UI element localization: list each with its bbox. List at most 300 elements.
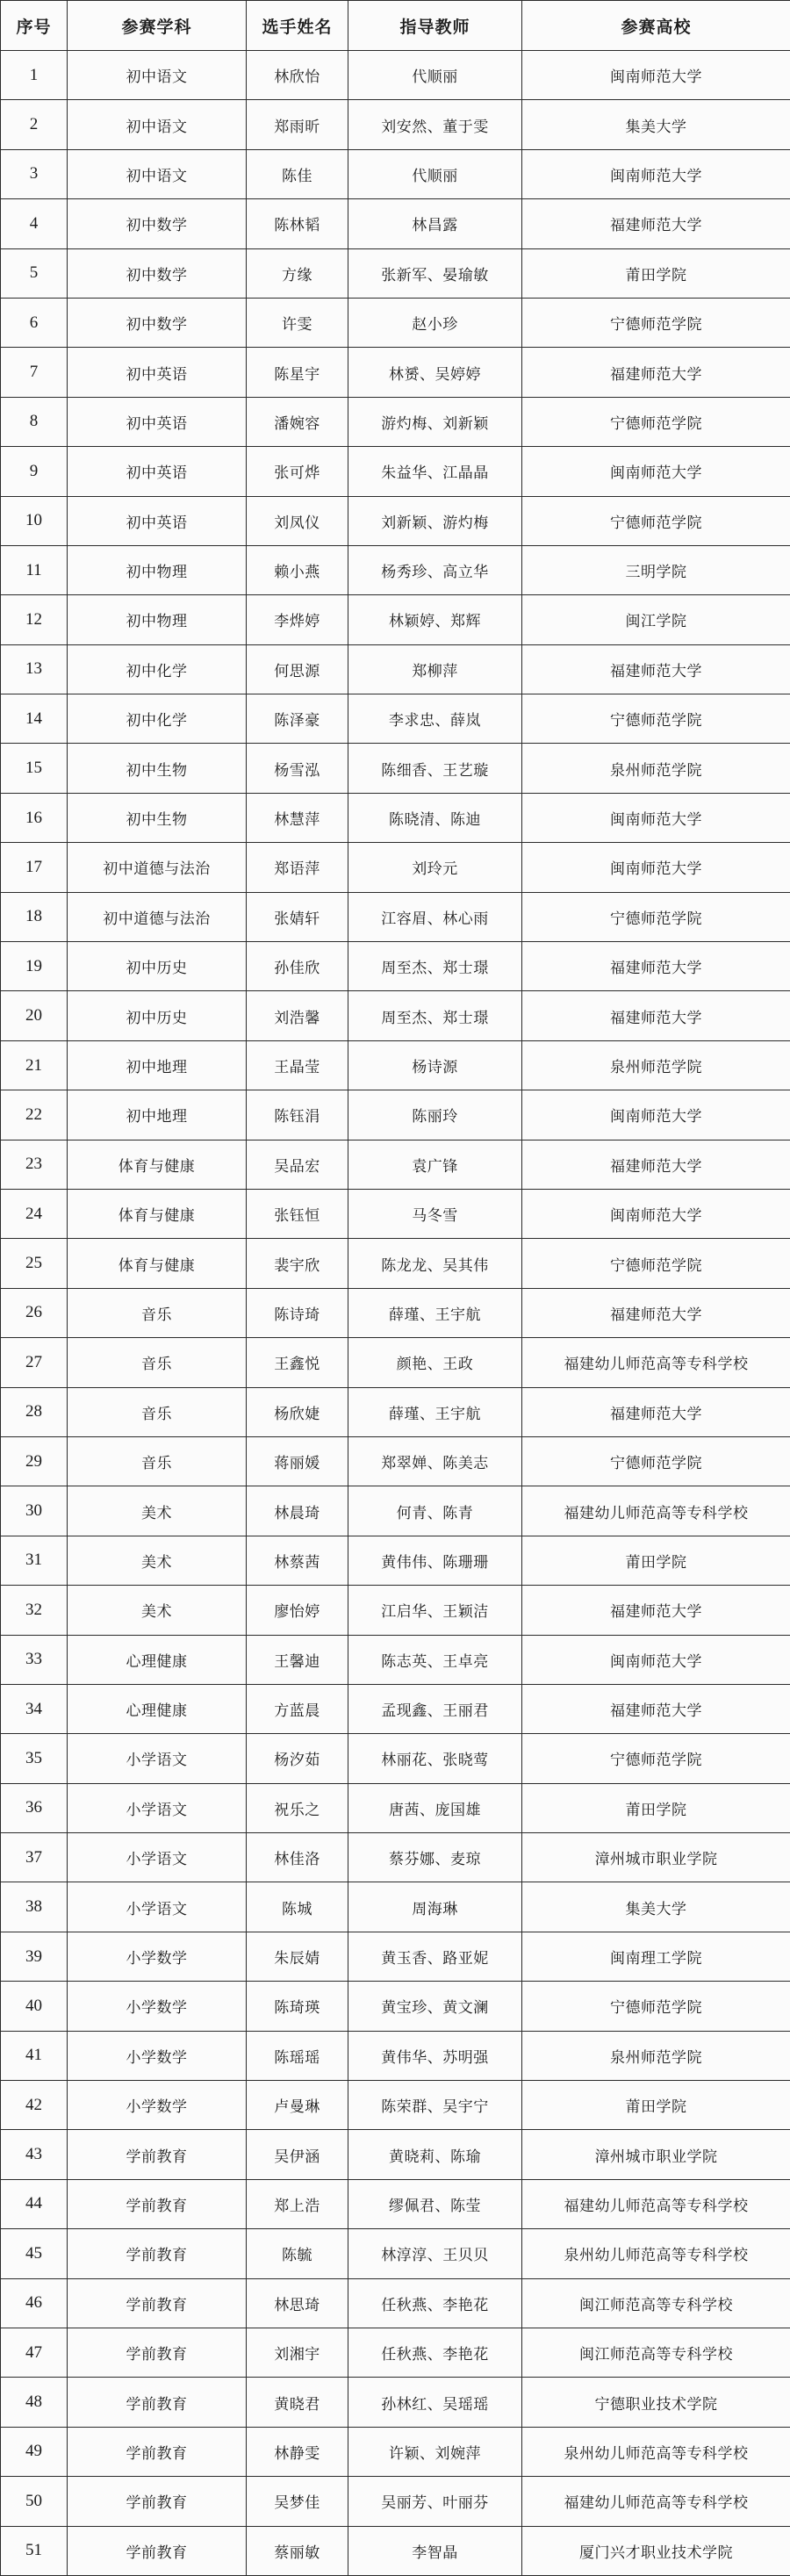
cell-subject: 音乐 xyxy=(68,1436,247,1486)
cell-name: 方缘 xyxy=(247,248,348,298)
cell-subject: 心理健康 xyxy=(68,1684,247,1733)
cell-subject: 学前教育 xyxy=(68,2278,247,2328)
cell-teachers: 郑翠婵、陈美志 xyxy=(348,1436,522,1486)
cell-name: 赖小燕 xyxy=(247,545,348,594)
cell-teachers: 陈丽玲 xyxy=(348,1090,522,1140)
cell-name: 陈诗琦 xyxy=(247,1288,348,1337)
cell-teachers: 周至杰、郑士璟 xyxy=(348,991,522,1040)
cell-name: 刘浩馨 xyxy=(247,991,348,1040)
cell-school: 宁德师范学院 xyxy=(522,694,790,744)
cell-name: 吴梦佳 xyxy=(247,2477,348,2526)
cell-index: 37 xyxy=(1,1833,68,1882)
table-row xyxy=(1,447,790,496)
table-row xyxy=(1,348,790,397)
cell-name: 陈林韬 xyxy=(247,199,348,248)
cell-teachers: 朱益华、江晶晶 xyxy=(348,447,522,496)
cell-index: 20 xyxy=(1,991,68,1040)
cell-index: 19 xyxy=(1,942,68,991)
cell-index: 23 xyxy=(1,1140,68,1189)
cell-name: 王鑫悦 xyxy=(247,1338,348,1387)
cell-teachers: 赵小珍 xyxy=(348,298,522,347)
cell-school: 闽南师范大学 xyxy=(522,843,790,892)
cell-index: 22 xyxy=(1,1090,68,1140)
cell-subject: 体育与健康 xyxy=(68,1239,247,1288)
cell-index: 33 xyxy=(1,1635,68,1684)
table-row xyxy=(1,1536,790,1585)
cell-teachers: 周至杰、郑士璟 xyxy=(348,942,522,991)
cell-subject: 初中化学 xyxy=(68,644,247,694)
cell-school: 福建幼儿师范高等专科学校 xyxy=(522,1338,790,1387)
table-row xyxy=(1,2328,790,2377)
cell-index: 34 xyxy=(1,1684,68,1733)
cell-school: 闽南师范大学 xyxy=(522,793,790,842)
cell-school: 闽南理工学院 xyxy=(522,1932,790,1981)
cell-teachers: 江容眉、林心雨 xyxy=(348,892,522,941)
cell-teachers: 蔡芬娜、麦琼 xyxy=(348,1833,522,1882)
cell-teachers: 陈晓清、陈迪 xyxy=(348,793,522,842)
cell-name: 蔡丽敏 xyxy=(247,2526,348,2575)
cell-subject: 初中英语 xyxy=(68,496,247,545)
cell-subject: 初中道德与法治 xyxy=(68,892,247,941)
column-header-subject: 参赛学科 xyxy=(68,1,247,51)
table-row xyxy=(1,2427,790,2476)
cell-teachers: 林颖婷、郑辉 xyxy=(348,595,522,644)
cell-school: 福建师范大学 xyxy=(522,1387,790,1436)
cell-name: 何思源 xyxy=(247,644,348,694)
cell-index: 35 xyxy=(1,1734,68,1783)
cell-teachers: 马冬雪 xyxy=(348,1189,522,1238)
cell-name: 朱辰婧 xyxy=(247,1932,348,1981)
cell-subject: 初中语文 xyxy=(68,100,247,149)
cell-teachers: 黄伟华、苏明强 xyxy=(348,2031,522,2080)
cell-school: 福建师范大学 xyxy=(522,1140,790,1189)
cell-teachers: 杨诗源 xyxy=(348,1040,522,1090)
cell-school: 宁德师范学院 xyxy=(522,1239,790,1288)
cell-teachers: 吴丽芳、叶丽芬 xyxy=(348,2477,522,2526)
table-row xyxy=(1,2031,790,2080)
cell-teachers: 刘安然、董于雯 xyxy=(348,100,522,149)
cell-index: 38 xyxy=(1,1882,68,1932)
cell-index: 14 xyxy=(1,694,68,744)
cell-index: 13 xyxy=(1,644,68,694)
cell-subject: 学前教育 xyxy=(68,2477,247,2526)
cell-school: 泉州师范学院 xyxy=(522,2031,790,2080)
cell-subject: 心理健康 xyxy=(68,1635,247,1684)
cell-name: 郑雨昕 xyxy=(247,100,348,149)
cell-index: 8 xyxy=(1,397,68,446)
cell-school: 漳州城市职业学院 xyxy=(522,2130,790,2179)
table-row xyxy=(1,2081,790,2130)
cell-subject: 初中英语 xyxy=(68,447,247,496)
column-header-school: 参赛高校 xyxy=(522,1,790,51)
cell-name: 林欣怡 xyxy=(247,51,348,100)
cell-name: 杨汐茹 xyxy=(247,1734,348,1783)
cell-name: 裴宇欣 xyxy=(247,1239,348,1288)
cell-index: 44 xyxy=(1,2179,68,2228)
cell-name: 林佳洛 xyxy=(247,1833,348,1882)
cell-name: 吴品宏 xyxy=(247,1140,348,1189)
cell-subject: 美术 xyxy=(68,1536,247,1585)
cell-subject: 初中历史 xyxy=(68,991,247,1040)
cell-subject: 初中历史 xyxy=(68,942,247,991)
cell-name: 陈城 xyxy=(247,1882,348,1932)
cell-subject: 初中英语 xyxy=(68,397,247,446)
cell-subject: 初中数学 xyxy=(68,199,247,248)
cell-subject: 初中地理 xyxy=(68,1040,247,1090)
cell-teachers: 林昌露 xyxy=(348,199,522,248)
cell-subject: 小学语文 xyxy=(68,1783,247,1832)
cell-teachers: 袁广锋 xyxy=(348,1140,522,1189)
cell-school: 福建幼儿师范高等专科学校 xyxy=(522,2477,790,2526)
cell-school: 宁德职业技术学院 xyxy=(522,2378,790,2427)
cell-school: 闽南师范大学 xyxy=(522,149,790,198)
cell-name: 许雯 xyxy=(247,298,348,347)
table-row xyxy=(1,248,790,298)
cell-index: 26 xyxy=(1,1288,68,1337)
cell-subject: 学前教育 xyxy=(68,2526,247,2575)
cell-school: 集美大学 xyxy=(522,100,790,149)
cell-name: 陈琦瑛 xyxy=(247,1982,348,2031)
cell-school: 三明学院 xyxy=(522,545,790,594)
cell-index: 43 xyxy=(1,2130,68,2179)
cell-index: 45 xyxy=(1,2229,68,2278)
cell-teachers: 代顺丽 xyxy=(348,51,522,100)
cell-index: 15 xyxy=(1,744,68,793)
table-row xyxy=(1,2179,790,2228)
table-row xyxy=(1,892,790,941)
cell-teachers: 黄宝珍、黄文澜 xyxy=(348,1982,522,2031)
cell-name: 蒋丽媛 xyxy=(247,1436,348,1486)
table-row xyxy=(1,1239,790,1288)
cell-index: 10 xyxy=(1,496,68,545)
cell-name: 祝乐之 xyxy=(247,1783,348,1832)
table-row xyxy=(1,1288,790,1337)
cell-school: 闽江师范高等专科学校 xyxy=(522,2328,790,2377)
table-row xyxy=(1,694,790,744)
cell-name: 张钰恒 xyxy=(247,1189,348,1238)
cell-index: 1 xyxy=(1,51,68,100)
cell-teachers: 江启华、王颖洁 xyxy=(348,1586,522,1635)
cell-teachers: 黄晓莉、陈瑜 xyxy=(348,2130,522,2179)
cell-subject: 小学数学 xyxy=(68,1932,247,1981)
cell-name: 孙佳欣 xyxy=(247,942,348,991)
cell-subject: 初中生物 xyxy=(68,744,247,793)
table-row xyxy=(1,1140,790,1189)
table-row xyxy=(1,843,790,892)
cell-index: 40 xyxy=(1,1982,68,2031)
cell-school: 福建师范大学 xyxy=(522,1684,790,1733)
table-row xyxy=(1,100,790,149)
cell-index: 31 xyxy=(1,1536,68,1585)
cell-subject: 学前教育 xyxy=(68,2427,247,2476)
cell-subject: 初中物理 xyxy=(68,545,247,594)
cell-subject: 初中生物 xyxy=(68,793,247,842)
cell-subject: 小学语文 xyxy=(68,1734,247,1783)
cell-school: 闽江学院 xyxy=(522,595,790,644)
cell-index: 7 xyxy=(1,348,68,397)
cell-index: 3 xyxy=(1,149,68,198)
cell-subject: 美术 xyxy=(68,1486,247,1536)
cell-teachers: 陈荣群、吴宇宁 xyxy=(348,2081,522,2130)
cell-subject: 初中道德与法治 xyxy=(68,843,247,892)
cell-subject: 学前教育 xyxy=(68,2378,247,2427)
cell-school: 泉州师范学院 xyxy=(522,1040,790,1090)
table-row xyxy=(1,1387,790,1436)
cell-subject: 音乐 xyxy=(68,1288,247,1337)
table-row xyxy=(1,1684,790,1733)
cell-teachers: 黄伟伟、陈珊珊 xyxy=(348,1536,522,1585)
table-row xyxy=(1,2526,790,2575)
cell-index: 16 xyxy=(1,793,68,842)
cell-teachers: 林淳淳、王贝贝 xyxy=(348,2229,522,2278)
cell-teachers: 林赟、吴婷婷 xyxy=(348,348,522,397)
cell-teachers: 张新军、晏瑜敏 xyxy=(348,248,522,298)
table-row xyxy=(1,1189,790,1238)
cell-name: 杨欣婕 xyxy=(247,1387,348,1436)
cell-teachers: 李智晶 xyxy=(348,2526,522,2575)
cell-teachers: 李求忠、薛岚 xyxy=(348,694,522,744)
cell-school: 宁德师范学院 xyxy=(522,1982,790,2031)
cell-teachers: 黄玉香、路亚妮 xyxy=(348,1932,522,1981)
cell-index: 48 xyxy=(1,2378,68,2427)
cell-name: 林静雯 xyxy=(247,2427,348,2476)
cell-subject: 初中英语 xyxy=(68,348,247,397)
cell-index: 32 xyxy=(1,1586,68,1635)
table-row xyxy=(1,1982,790,2031)
cell-teachers: 杨秀珍、高立华 xyxy=(348,545,522,594)
cell-school: 宁德师范学院 xyxy=(522,892,790,941)
table-row xyxy=(1,2278,790,2328)
table-row xyxy=(1,1932,790,1981)
cell-school: 厦门兴才职业技术学院 xyxy=(522,2526,790,2575)
cell-index: 49 xyxy=(1,2427,68,2476)
cell-subject: 初中物理 xyxy=(68,595,247,644)
cell-teachers: 薛瑾、王宇航 xyxy=(348,1387,522,1436)
cell-subject: 初中地理 xyxy=(68,1090,247,1140)
cell-school: 福建师范大学 xyxy=(522,991,790,1040)
cell-teachers: 缪佩君、陈莹 xyxy=(348,2179,522,2228)
table-header-row xyxy=(1,1,790,51)
cell-school: 宁德师范学院 xyxy=(522,1734,790,1783)
cell-index: 9 xyxy=(1,447,68,496)
cell-name: 王馨迪 xyxy=(247,1635,348,1684)
cell-index: 42 xyxy=(1,2081,68,2130)
table-row xyxy=(1,1090,790,1140)
cell-school: 福建师范大学 xyxy=(522,942,790,991)
cell-school: 泉州幼儿师范高等专科学校 xyxy=(522,2229,790,2278)
cell-teachers: 孙林红、吴瑶瑶 xyxy=(348,2378,522,2427)
cell-name: 陈瑶瑶 xyxy=(247,2031,348,2080)
cell-name: 黄晓君 xyxy=(247,2378,348,2427)
table-row xyxy=(1,744,790,793)
cell-index: 17 xyxy=(1,843,68,892)
cell-school: 集美大学 xyxy=(522,1882,790,1932)
table-row xyxy=(1,2378,790,2427)
cell-subject: 小学数学 xyxy=(68,1982,247,2031)
cell-school: 漳州城市职业学院 xyxy=(522,1833,790,1882)
cell-name: 方蓝晨 xyxy=(247,1684,348,1733)
cell-index: 27 xyxy=(1,1338,68,1387)
cell-teachers: 任秋燕、李艳花 xyxy=(348,2328,522,2377)
cell-subject: 体育与健康 xyxy=(68,1189,247,1238)
cell-name: 郑上浩 xyxy=(247,2179,348,2228)
cell-subject: 初中语文 xyxy=(68,51,247,100)
cell-name: 卢曼琳 xyxy=(247,2081,348,2130)
cell-index: 12 xyxy=(1,595,68,644)
cell-index: 11 xyxy=(1,545,68,594)
cell-school: 福建师范大学 xyxy=(522,199,790,248)
cell-teachers: 周海琳 xyxy=(348,1882,522,1932)
cell-school: 宁德师范学院 xyxy=(522,298,790,347)
cell-teachers: 代顺丽 xyxy=(348,149,522,198)
cell-teachers: 许颖、刘婉萍 xyxy=(348,2427,522,2476)
cell-school: 福建幼儿师范高等专科学校 xyxy=(522,1486,790,1536)
cell-subject: 初中数学 xyxy=(68,248,247,298)
column-header-teachers: 指导教师 xyxy=(348,1,522,51)
cell-subject: 音乐 xyxy=(68,1387,247,1436)
cell-teachers: 林丽花、张晓莺 xyxy=(348,1734,522,1783)
cell-teachers: 唐茜、庞国雄 xyxy=(348,1783,522,1832)
cell-school: 莆田学院 xyxy=(522,1536,790,1585)
cell-index: 28 xyxy=(1,1387,68,1436)
cell-subject: 美术 xyxy=(68,1586,247,1635)
cell-teachers: 任秋燕、李艳花 xyxy=(348,2278,522,2328)
cell-subject: 小学语文 xyxy=(68,1833,247,1882)
cell-index: 18 xyxy=(1,892,68,941)
cell-school: 莆田学院 xyxy=(522,248,790,298)
cell-name: 王晶莹 xyxy=(247,1040,348,1090)
cell-teachers: 薛瑾、王宇航 xyxy=(348,1288,522,1337)
table-row xyxy=(1,942,790,991)
cell-teachers: 孟现鑫、王丽君 xyxy=(348,1684,522,1733)
cell-name: 林晨琦 xyxy=(247,1486,348,1536)
cell-name: 陈星宇 xyxy=(247,348,348,397)
table-row xyxy=(1,2130,790,2179)
table-row xyxy=(1,545,790,594)
cell-name: 刘凤仪 xyxy=(247,496,348,545)
cell-school: 福建师范大学 xyxy=(522,1288,790,1337)
cell-school: 莆田学院 xyxy=(522,2081,790,2130)
column-header-index: 序号 xyxy=(1,1,68,51)
cell-index: 6 xyxy=(1,298,68,347)
cell-school: 闽南师范大学 xyxy=(522,1189,790,1238)
table-row xyxy=(1,149,790,198)
cell-name: 陈钰涓 xyxy=(247,1090,348,1140)
table-row xyxy=(1,991,790,1040)
table-row xyxy=(1,397,790,446)
cell-subject: 学前教育 xyxy=(68,2130,247,2179)
cell-subject: 学前教育 xyxy=(68,2328,247,2377)
cell-subject: 小学数学 xyxy=(68,2081,247,2130)
table-row xyxy=(1,1486,790,1536)
table-row xyxy=(1,2229,790,2278)
cell-subject: 学前教育 xyxy=(68,2229,247,2278)
table-row xyxy=(1,1338,790,1387)
cell-school: 莆田学院 xyxy=(522,1783,790,1832)
cell-subject: 初中数学 xyxy=(68,298,247,347)
cell-name: 张婧轩 xyxy=(247,892,348,941)
cell-school: 福建师范大学 xyxy=(522,1586,790,1635)
cell-name: 林慧萍 xyxy=(247,793,348,842)
cell-index: 25 xyxy=(1,1239,68,1288)
table-row xyxy=(1,1635,790,1684)
cell-index: 30 xyxy=(1,1486,68,1536)
cell-school: 宁德师范学院 xyxy=(522,1436,790,1486)
cell-school: 闽南师范大学 xyxy=(522,447,790,496)
cell-teachers: 刘玲元 xyxy=(348,843,522,892)
cell-school: 闽南师范大学 xyxy=(522,51,790,100)
column-header-name: 选手姓名 xyxy=(247,1,348,51)
cell-index: 39 xyxy=(1,1932,68,1981)
table-row xyxy=(1,199,790,248)
table-row xyxy=(1,1882,790,1932)
cell-index: 51 xyxy=(1,2526,68,2575)
table-row xyxy=(1,496,790,545)
cell-name: 陈毓 xyxy=(247,2229,348,2278)
cell-name: 张可烨 xyxy=(247,447,348,496)
table-row xyxy=(1,644,790,694)
cell-school: 福建师范大学 xyxy=(522,348,790,397)
cell-subject: 小学语文 xyxy=(68,1882,247,1932)
table-row xyxy=(1,1586,790,1635)
cell-name: 潘婉容 xyxy=(247,397,348,446)
cell-teachers: 游灼梅、刘新颖 xyxy=(348,397,522,446)
cell-index: 21 xyxy=(1,1040,68,1090)
cell-teachers: 何青、陈青 xyxy=(348,1486,522,1536)
table-row xyxy=(1,595,790,644)
table-row xyxy=(1,2477,790,2526)
cell-index: 46 xyxy=(1,2278,68,2328)
cell-index: 50 xyxy=(1,2477,68,2526)
cell-subject: 体育与健康 xyxy=(68,1140,247,1189)
cell-subject: 初中化学 xyxy=(68,694,247,744)
cell-teachers: 陈细香、王艺璇 xyxy=(348,744,522,793)
cell-index: 2 xyxy=(1,100,68,149)
cell-name: 李烨婷 xyxy=(247,595,348,644)
cell-index: 24 xyxy=(1,1189,68,1238)
cell-index: 36 xyxy=(1,1783,68,1832)
cell-subject: 音乐 xyxy=(68,1338,247,1387)
cell-teachers: 郑柳萍 xyxy=(348,644,522,694)
cell-subject: 小学数学 xyxy=(68,2031,247,2080)
cell-school: 泉州师范学院 xyxy=(522,744,790,793)
table-row xyxy=(1,1833,790,1882)
cell-subject: 学前教育 xyxy=(68,2179,247,2228)
cell-teachers: 陈龙龙、吴其伟 xyxy=(348,1239,522,1288)
table-row xyxy=(1,1436,790,1486)
cell-school: 泉州幼儿师范高等专科学校 xyxy=(522,2427,790,2476)
cell-teachers: 刘新颖、游灼梅 xyxy=(348,496,522,545)
cell-school: 闽南师范大学 xyxy=(522,1635,790,1684)
cell-index: 5 xyxy=(1,248,68,298)
cell-name: 廖怡婷 xyxy=(247,1586,348,1635)
cell-index: 4 xyxy=(1,199,68,248)
table-row xyxy=(1,793,790,842)
cell-name: 杨雪泓 xyxy=(247,744,348,793)
table-row xyxy=(1,298,790,347)
cell-name: 陈泽豪 xyxy=(247,694,348,744)
cell-name: 陈佳 xyxy=(247,149,348,198)
cell-school: 宁德师范学院 xyxy=(522,397,790,446)
cell-subject: 初中语文 xyxy=(68,149,247,198)
cell-school: 闽南师范大学 xyxy=(522,1090,790,1140)
cell-school: 宁德师范学院 xyxy=(522,496,790,545)
cell-index: 41 xyxy=(1,2031,68,2080)
cell-teachers: 陈志英、王卓亮 xyxy=(348,1635,522,1684)
table-row xyxy=(1,1734,790,1783)
table-row xyxy=(1,1783,790,1832)
cell-name: 刘湘宇 xyxy=(247,2328,348,2377)
